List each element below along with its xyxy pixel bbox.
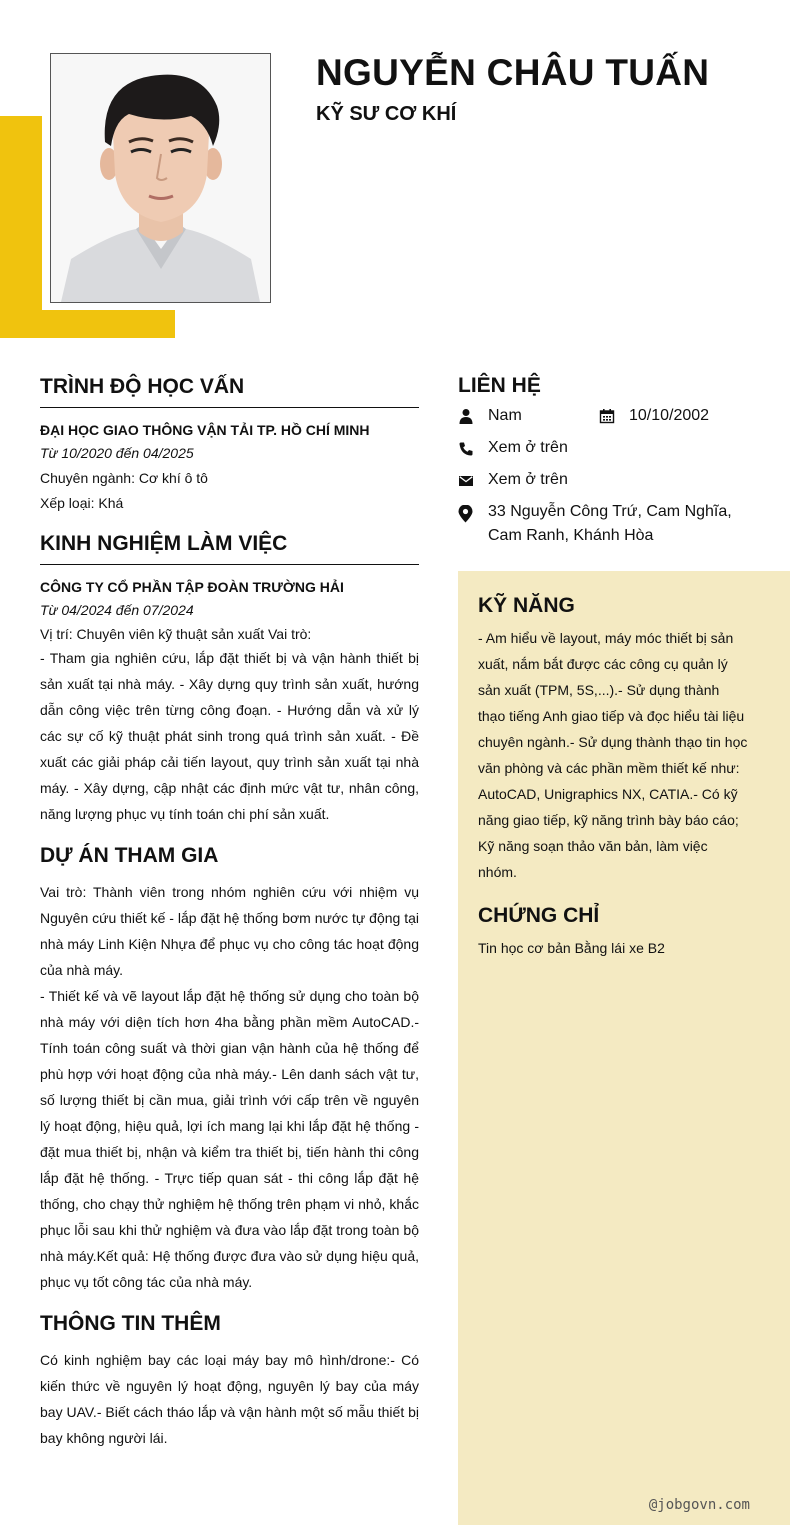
person-icon <box>458 408 474 424</box>
education-heading: TRÌNH ĐỘ HỌC VẤN <box>40 375 245 398</box>
education-major: Chuyên ngành: Cơ khí ô tô <box>40 470 208 486</box>
experience-position: Vị trí: Chuyên viên kỹ thuật sản xuất Vai trò: <box>40 626 312 642</box>
section-divider <box>40 564 419 565</box>
education-period: Từ 10/2020 đến 04/2025 <box>40 445 194 461</box>
accent-bar-horizontal <box>0 310 175 338</box>
contact-address-line2: Cam Ranh, Khánh Hòa <box>488 527 654 544</box>
phone-icon <box>458 441 474 457</box>
projects-heading: DỰ ÁN THAM GIA <box>40 844 219 867</box>
contact-phone: Xem ở trên <box>488 439 568 456</box>
contact-gender: Nam <box>488 407 522 424</box>
project-details: - Thiết kế và vẽ layout lắp đặt hệ thống sử dụng cho toàn bộ nhà máy với diện tích hơn 4ha bằng phần mềm AutoCAD.- Tính toán công suất và thời gian vận hành của hệ thống để phù hợp với hoạt động của nhà máy.- Lên danh sách vật tư, số lượng thiết bị cần mua, giải trình với cấp trên về nguyên lý hoạt động, hiệu quả, lợi ích mang lại khi lắp đặt hệ thống - đặt mua thiết bị, nhận và kiểm tra thiết bị, tiến hành thi công lắp đặt hệ thống. - Trực tiếp quan sát - thi công lắp đặt hệ thống, cho chạy thử nghiệm hệ thống trên phạm vi nhỏ, khắc phục lỗi sau khi thử nghiệm và đưa vào lắp đặt trong toàn bộ nhà máy.Kết quả: Hệ thống được đưa vào sử dụng hiệu quả, phục vụ tốt công tác của nhà máy. <box>40 988 419 1290</box>
calendar-icon <box>599 408 615 424</box>
skills-text: - Am hiểu về layout, máy móc thiết bị sản xuất, nắm bắt được các công cụ quản lý sản xuất (TPM, 5S,...).- Sử dụng thành thạo tiếng Anh giao tiếp và đọc hiểu tài liệu chuyên ngành.- Sử dụng thành thạo tin học văn phòng và các phần mềm thiết kế như: AutoCAD, Unigraphics NX, CATIA.- Có kỹ năng giao tiếp, kỹ năng trình bày báo cáo; Kỹ năng soạn thảo văn bản, làm việc nhóm. <box>478 630 748 880</box>
contact-email: Xem ở trên <box>488 471 568 488</box>
extra-info-text: Có kinh nghiệm bay các loại máy bay mô hình/drone:- Có kiến thức về nguyên lý hoạt động, nguyên lý bay của máy bay UAV.- Biết cách tháo lắp và vận hành một số mẫu thiết bị bay không người lái. <box>40 1352 419 1446</box>
job-title: KỸ SƯ CƠ KHÍ <box>316 103 457 125</box>
mail-icon <box>458 473 474 489</box>
main-column <box>40 372 419 1451</box>
location-pin-icon <box>457 505 474 523</box>
school-name: ĐẠI HỌC GIAO THÔNG VẬN TẢI TP. HỒ CHÍ MINH <box>40 422 370 438</box>
extra-info-section <box>40 1309 419 1451</box>
profile-photo <box>50 53 271 303</box>
education-rank: Xếp loại: Khá <box>40 495 124 511</box>
contact-heading: LIÊN HỆ <box>458 374 541 397</box>
section-divider <box>40 407 419 408</box>
project-intro: Vai trò: Thành viên trong nhóm nghiên cứu với nhiệm vụ Nguyên cứu thiết kế - lắp đặt hệ thống bơm nước tự động tại nhà máy Linh Kiện Nhựa để phục vụ cho công tác hoạt động của nhà máy. <box>40 884 419 978</box>
sidebar-panel <box>458 571 790 1525</box>
watermark: @jobgovn.com <box>648 1497 750 1513</box>
accent-bar-vertical <box>0 116 42 338</box>
company-name: CÔNG TY CỔ PHẦN TẬP ĐOÀN TRƯỜNG HẢI <box>40 579 344 595</box>
experience-section <box>40 529 419 827</box>
contact-birthday: 10/10/2002 <box>629 407 710 424</box>
contact-address-line1: 33 Nguyễn Công Trứ, Cam Nghĩa, <box>488 503 732 520</box>
experience-heading: KINH NGHIỆM LÀM VIỆC <box>40 532 288 555</box>
certificates-heading: CHỨNG CHỈ <box>478 904 600 927</box>
skills-section <box>478 591 750 961</box>
experience-description: - Tham gia nghiên cứu, lắp đặt thiết bị và vận hành thiết bị sản xuất tại nhà máy. - Xây dựng quy trình sản xuất, hướng dẫn công việc trên từng công đoạn. - Hướng dẫn và xử lý các sự cố kỹ thuật phát sinh trong quá trình sản xuất. - Đề xuất các giải pháp cải tiến layout, quy trình sản xuất tại nhà máy. - Xây dựng, cập nhật các định mức vật tư, nhân công, năng lượng phục vụ tính toán chi phí sản xuất. <box>40 650 419 822</box>
education-section <box>40 372 419 513</box>
skills-heading: KỸ NĂNG <box>478 594 575 617</box>
certificates-text: Tin học cơ bản Bằng lái xe B2 <box>478 940 665 956</box>
experience-period: Từ 04/2024 đến 07/2024 <box>40 602 194 618</box>
candidate-name: NGUYỄN CHÂU TUẤN <box>316 52 710 93</box>
projects-section <box>40 841 419 1295</box>
extra-info-heading: THÔNG TIN THÊM <box>40 1312 221 1335</box>
